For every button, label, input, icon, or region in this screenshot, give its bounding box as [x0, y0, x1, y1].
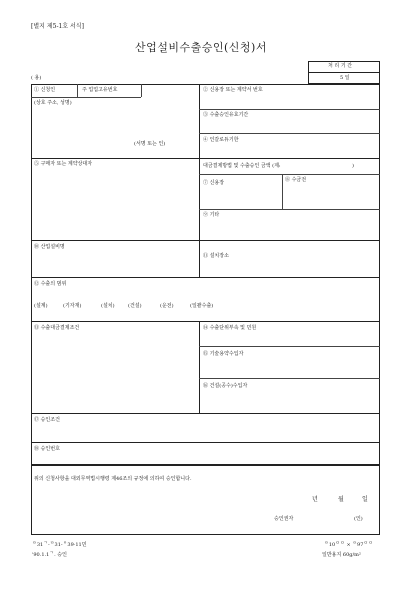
date-year: 년: [312, 496, 318, 503]
applicant-side-label: ( 용): [31, 75, 42, 81]
installation-site-label: ⑪ 설치장소: [203, 253, 229, 259]
scope-equipment: (기자재): [63, 303, 82, 309]
advance-payment-label: ⑧ 수금전: [285, 177, 307, 183]
approver-label: 승인권자: [274, 516, 294, 522]
footer-approval-date: '90.1.1ᄀ. 승인: [32, 552, 67, 558]
scope-design: (설계): [34, 303, 48, 309]
applicant-note: (상호 주소, 성명): [34, 100, 72, 106]
payment-method-label: 대금결제방법 및 수출승인 금액 (제:: [203, 163, 281, 169]
approval-validity-label: ③ 수출승인유효기간: [203, 112, 249, 118]
approval-number-label: ⑱ 승인번호: [34, 446, 60, 452]
approver-seal: (인): [354, 516, 363, 522]
other-payment-label: ⑨ 기타: [203, 212, 220, 218]
buyer-label: ⑤ 구매자 또는 계약상대자: [34, 161, 93, 167]
form-number: [별지 제5-1호 서식]: [31, 23, 84, 30]
scope-installation: (설치): [101, 303, 115, 309]
payment-terms-label: ⑬ 수출대금결제조건: [34, 325, 80, 331]
date-day: 일: [362, 496, 368, 503]
scope-operation: (운전): [160, 303, 174, 309]
lc-contract-number-label: ② 신용장 또는 계약서 번호: [203, 87, 263, 93]
scope-construction: (건설): [128, 303, 142, 309]
scope-turnkey: (일괄수출): [190, 303, 214, 309]
signature-label: (서명 또는 인): [134, 141, 166, 147]
export-unit-label: ⑭ 수출단위부속 및 민원: [203, 325, 257, 331]
deadline-label: ④ 인갈로듀기한: [203, 137, 239, 143]
plant-name-label: ⑩ 산업설비명: [34, 244, 65, 250]
processing-period-value: 5 일: [340, 75, 350, 81]
construction-importer-label: ⑯ 건설(공수)수입자: [203, 383, 248, 389]
processing-period-label: 처 리 기 간: [328, 63, 353, 69]
approval-conditions-label: ⑰ 승인조건: [34, 417, 60, 423]
payment-method-close: ): [352, 163, 354, 169]
letter-of-credit-label: ⑦ 신용장: [203, 180, 225, 186]
footer-form-code: ᄅ31ᄀ-ᄅ31-ᄋ39·11민: [32, 542, 87, 548]
business-id-label: 주 업업고유번호: [82, 87, 118, 93]
footer-paper-type: 일반용지 60g/m²: [322, 552, 361, 558]
form-title: 산업설비수출승인(신청)서: [135, 41, 267, 54]
declaration-text: 위의 신청사항을 대외무역법시행령 제46조의 규정에 의하여 승인합니다.: [34, 476, 192, 482]
date-month: 월: [338, 496, 344, 503]
footer-paper-size: ᄅ10ᄆᄆ × ᄅ97ᄆᄆ: [324, 542, 374, 548]
export-scope-label: ⑫ 수출의 범위: [34, 281, 67, 287]
applicant-label: ① 신청인: [34, 87, 56, 93]
technology-importer-label: ⑮ 기술용약수입자: [203, 351, 244, 357]
